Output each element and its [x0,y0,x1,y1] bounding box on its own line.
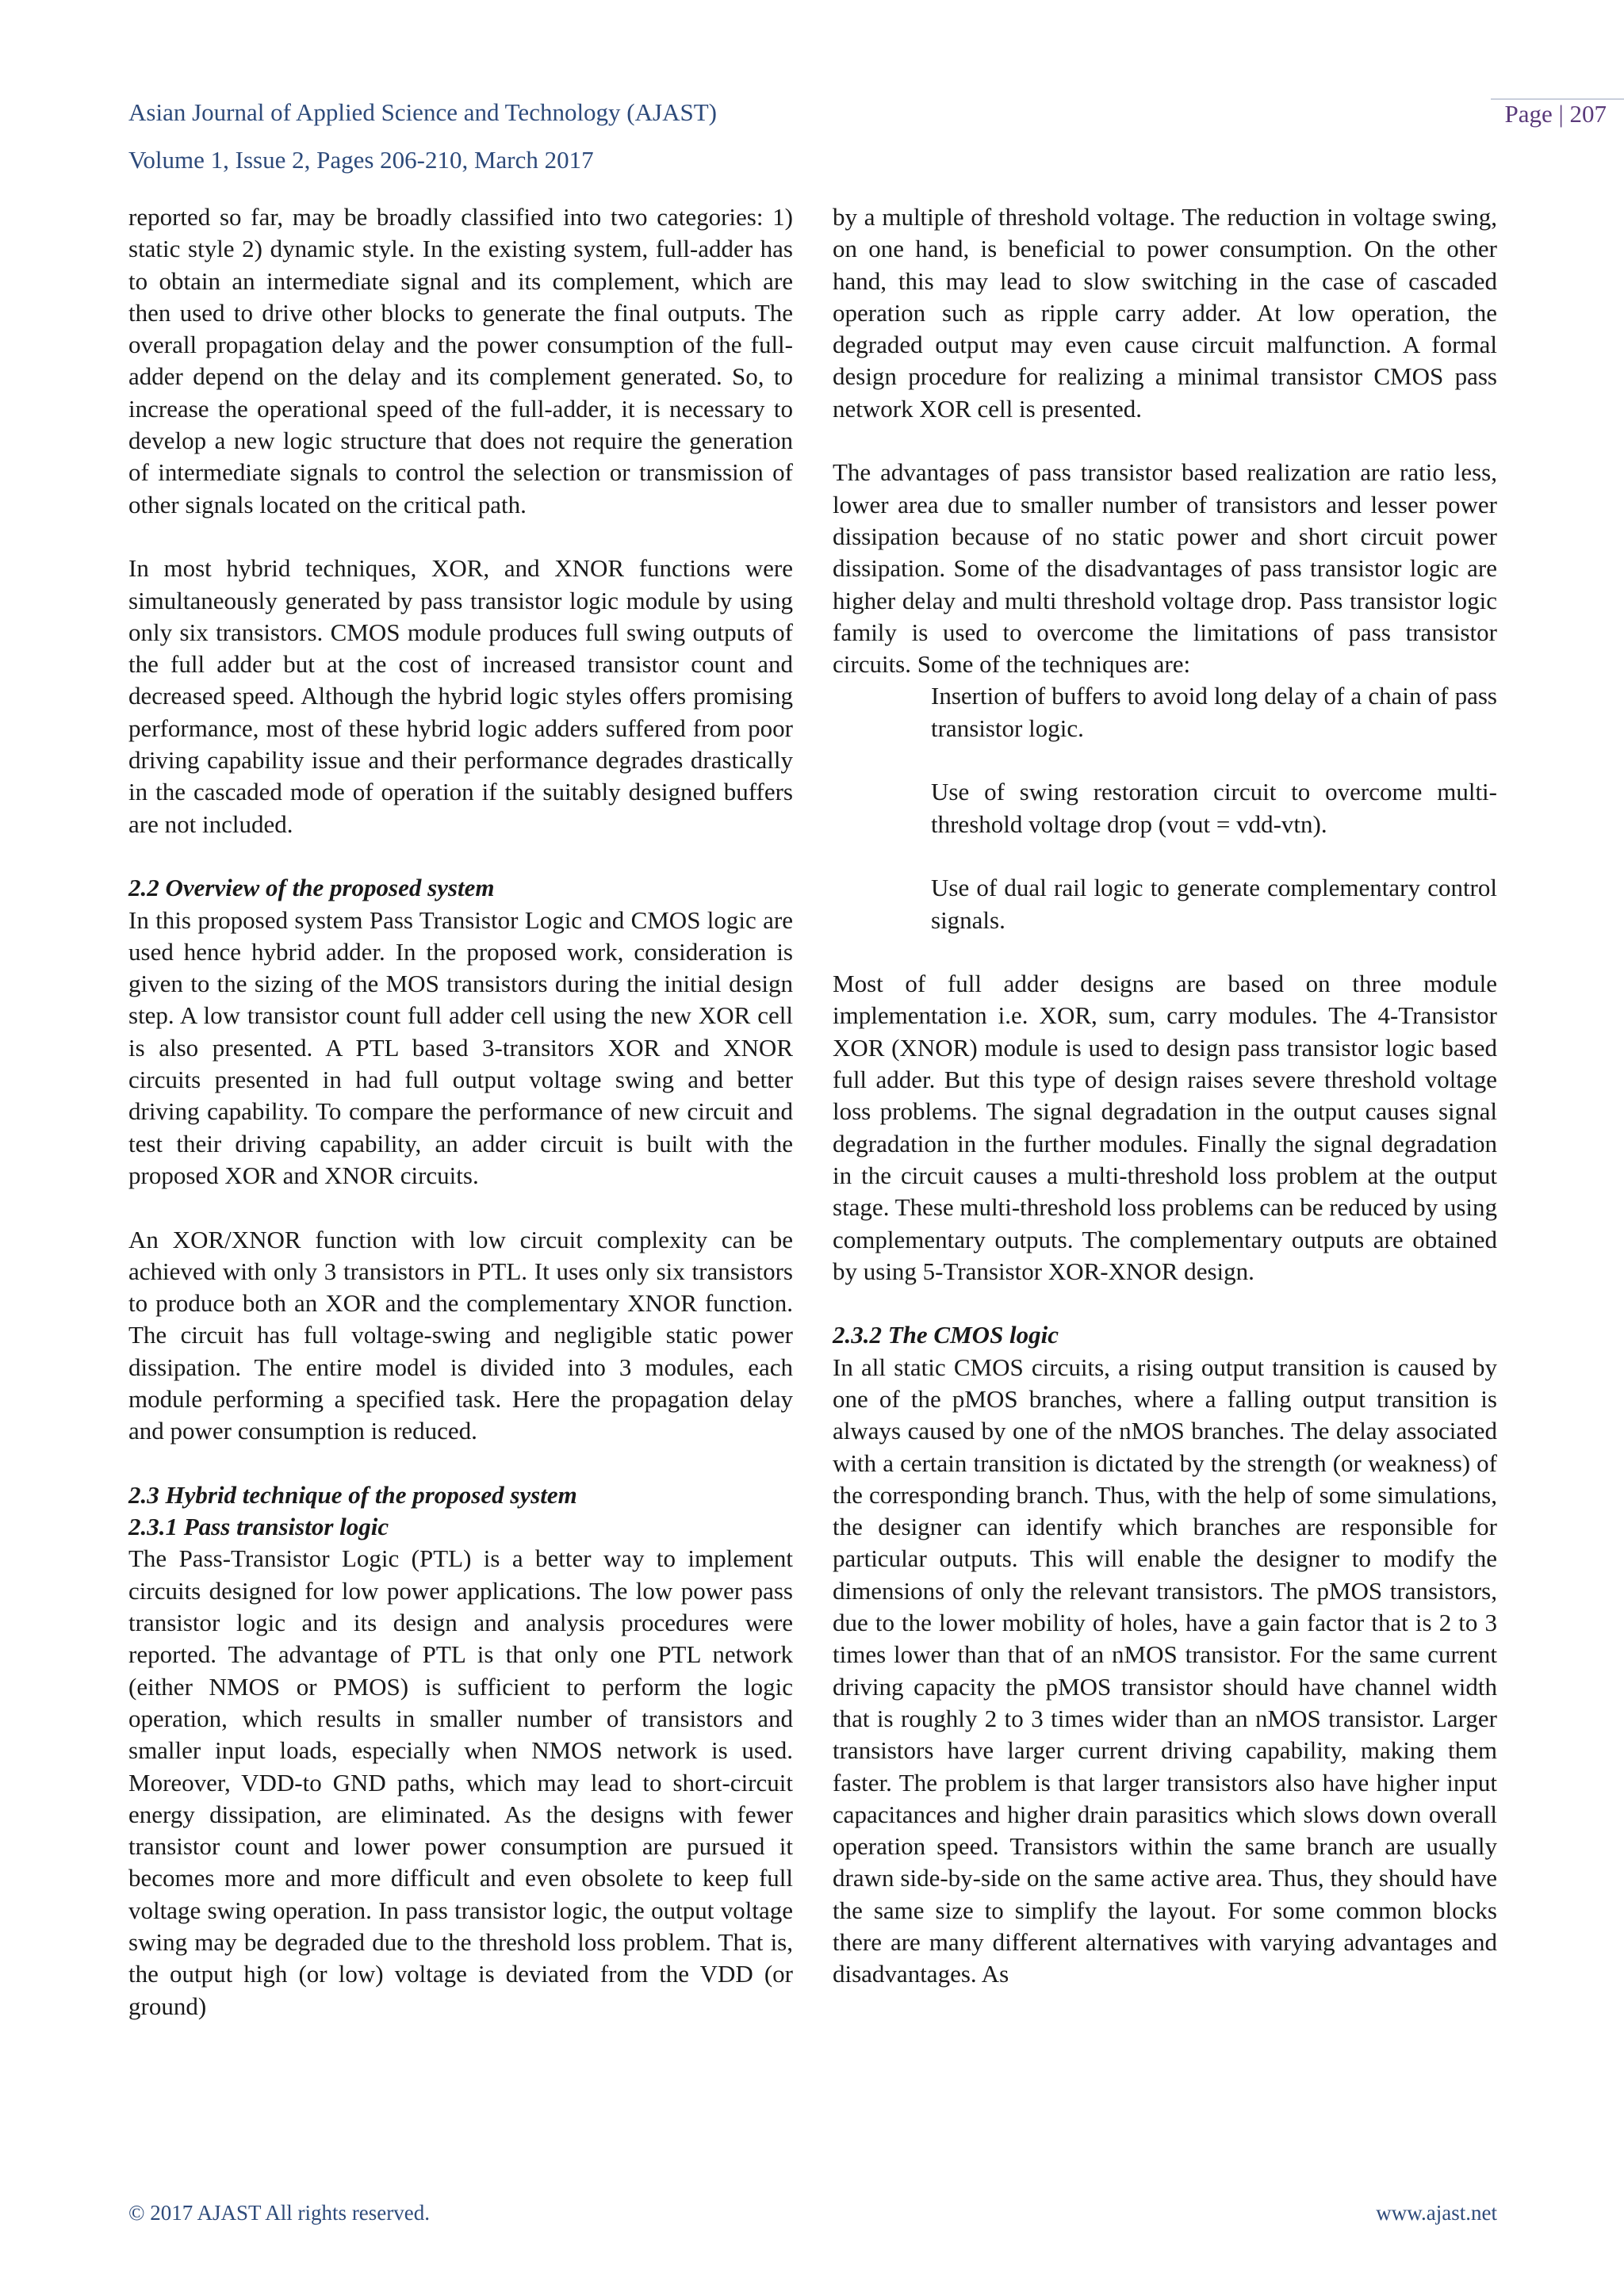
list-item: Insertion of buffers to avoid long delay of a chain of pass transistor logic. [931,682,1497,742]
list-item: Use of dual rail logic to generate complementary control signals. [931,874,1497,934]
section-heading: 2.3 Hybrid technique of the proposed system [128,1480,577,1509]
subsection-heading: 2.3.2 The CMOS logic [833,1321,1059,1349]
paragraph: In all static CMOS circuits, a rising output transition is caused by one of the pMOS branches, where a falling output transition is always caused by one of the nMOS branches. The delay associated with a certain transition is dictated by the strength (or weakness) of the corresponding branch. Thus, with the help of some simulations, the designer can identify which branches are responsible for particular outputs. This will enable the designer to modify the dimensions of only the relevant transistors. The pMOS transistors, due to the lower mobility of holes, have a gain factor that is 2 to 3 times lower than that of an nMOS transistor. For the same current driving capacity the pMOS transistor should have channel width that is roughly 2 to 3 times wider than an nMOS transistor. Larger transistors have larger current driving capability, making them faster. The problem is that larger transistors also have higher input capacitances and higher drain parasitics which slows down overall operation speed. Transistors within the same branch are usually drawn side-by-side on the same active area. Thus, they should have the same size to simplify the layout. For some common blocks there are many different alternatives with varying advantages and disadvantages. As [833,1353,1497,1988]
section-heading: 2.2 Overview of the proposed system [128,874,495,902]
paragraph: Most of full adder designs are based on three module implementation i.e. XOR, sum, carry modules. The 4-Transistor XOR (XNOR) module is used to design pass transistor logic based full adder. But this type of design raises severe threshold voltage loss problems. The signal degradation in the output causes signal degradation in the further modules. Finally the signal degradation in the circuit causes a multi-threshold loss problem at the output stage. These multi-threshold loss problems can be reduced by using complementary outputs. The complementary outputs are obtained by using 5-Transistor XOR-XNOR design. [833,970,1497,1285]
journal-title: Asian Journal of Applied Science and Technology (AJAST) [128,98,717,126]
copyright-notice: © 2017 AJAST All rights reserved. [128,2201,431,2225]
journal-volume: Volume 1, Issue 2, Pages 206-210, March 2017 [128,146,594,174]
right-column [833,201,1497,2022]
paragraph: reported so far, may be broadly classified into two categories: 1) static style 2) dynamic style. In the existing system, full-adder has to obtain an intermediate signal and its complement, which are then used to drive other blocks to generate the final outputs. The overall propagation delay and the power consumption of the full-adder depend on the delay and its complement generated. So, to increase the operational speed of the full-adder, it is necessary to develop a new logic structure that does not require the generation of intermediate signals to control the selection or transmission of other signals located on the critical path. [128,203,793,519]
website-link[interactable]: www.ajast.net [1376,2201,1497,2225]
page-header [128,89,717,184]
paragraph: by a multiple of threshold voltage. The reduction in voltage swing, on one hand, is beneficial to power consumption. On the other hand, this may lead to slow switching in the case of cascaded operation such as ripple carry adder. At low operation, the degraded output may even cause circuit malfunction. A formal design procedure for realizing a minimal transistor CMOS pass network XOR cell is presented. [833,203,1497,423]
paragraph: The advantages of pass transistor based realization are ratio less, lower area due to smaller number of transistors and lesser power dissipation because of no static power and short circuit power dissipation. Some of the disadvantages of pass transistor logic are higher delay and multi threshold voltage drop. Pass transistor logic family is used to overcome the limitations of pass transistor circuits. Some of the techniques are: [833,458,1497,679]
paragraph: In most hybrid techniques, XOR, and XNOR functions were simultaneously generated by pass transistor logic module by using only six transistors. CMOS module produces full swing outputs of the full adder but at the cost of increased transistor count and decreased speed. Although the hybrid logic styles offers promising performance, most of these hybrid logic adders suffered from poor driving capability issue and their performance degrades drastically in the cascaded mode of operation if the suitably designed buffers are not included. [128,554,793,838]
page-number: Page | 207 [1504,100,1607,128]
subsection-heading: 2.3.1 Pass transistor logic [128,1513,389,1541]
list-item: Use of swing restoration circuit to overcome multi-threshold voltage drop (vout = vdd-vtn). [931,778,1497,838]
paragraph: An XOR/XNOR function with low circuit complexity can be achieved with only 3 transistors in PTL. It uses only six transistors to produce both an XOR and the complementary XNOR function. The circuit has full voltage-swing and negligible static power dissipation. The entire model is divided into 3 modules, each module performing a specified task. Here the propagation delay and power consumption is reduced. [128,1225,793,1445]
paragraph: In this proposed system Pass Transistor Logic and CMOS logic are used hence hybrid adder. In the proposed work, consideration is given to the sizing of the MOS transistors during the initial design step. A low transistor count full adder cell using the new XOR cell is also presented. A PTL based 3-transitors XOR and XNOR circuits presented in had full output voltage swing and better driving capability. To compare the performance of new circuit and test their driving capability, an adder circuit is built with the proposed XOR and XNOR circuits. [128,905,793,1189]
technique-list [833,680,1497,936]
paragraph: The Pass-Transistor Logic (PTL) is a better way to implement circuits designed for low power applications. The low power pass transistor logic and its design and analysis procedures were reported. The advantage of PTL is that only one PTL network (either NMOS or PMOS) is sufficient to perform the logic operation, which results in smaller number of transistors and smaller input loads, especially when NMOS network is used. Moreover, VDD-to GND paths, which may lead to short-circuit energy dissipation, are eliminated. As the designs with fewer transistor count and lower power consumption are pursued it becomes more and more difficult and even obsolete to keep full voltage swing operation. In pass transistor logic, the output voltage swing may be degraded due to the threshold loss problem. That is, the output high (or low) voltage is deviated from the VDD (or ground) [128,1544,793,2020]
left-column [128,201,793,2054]
